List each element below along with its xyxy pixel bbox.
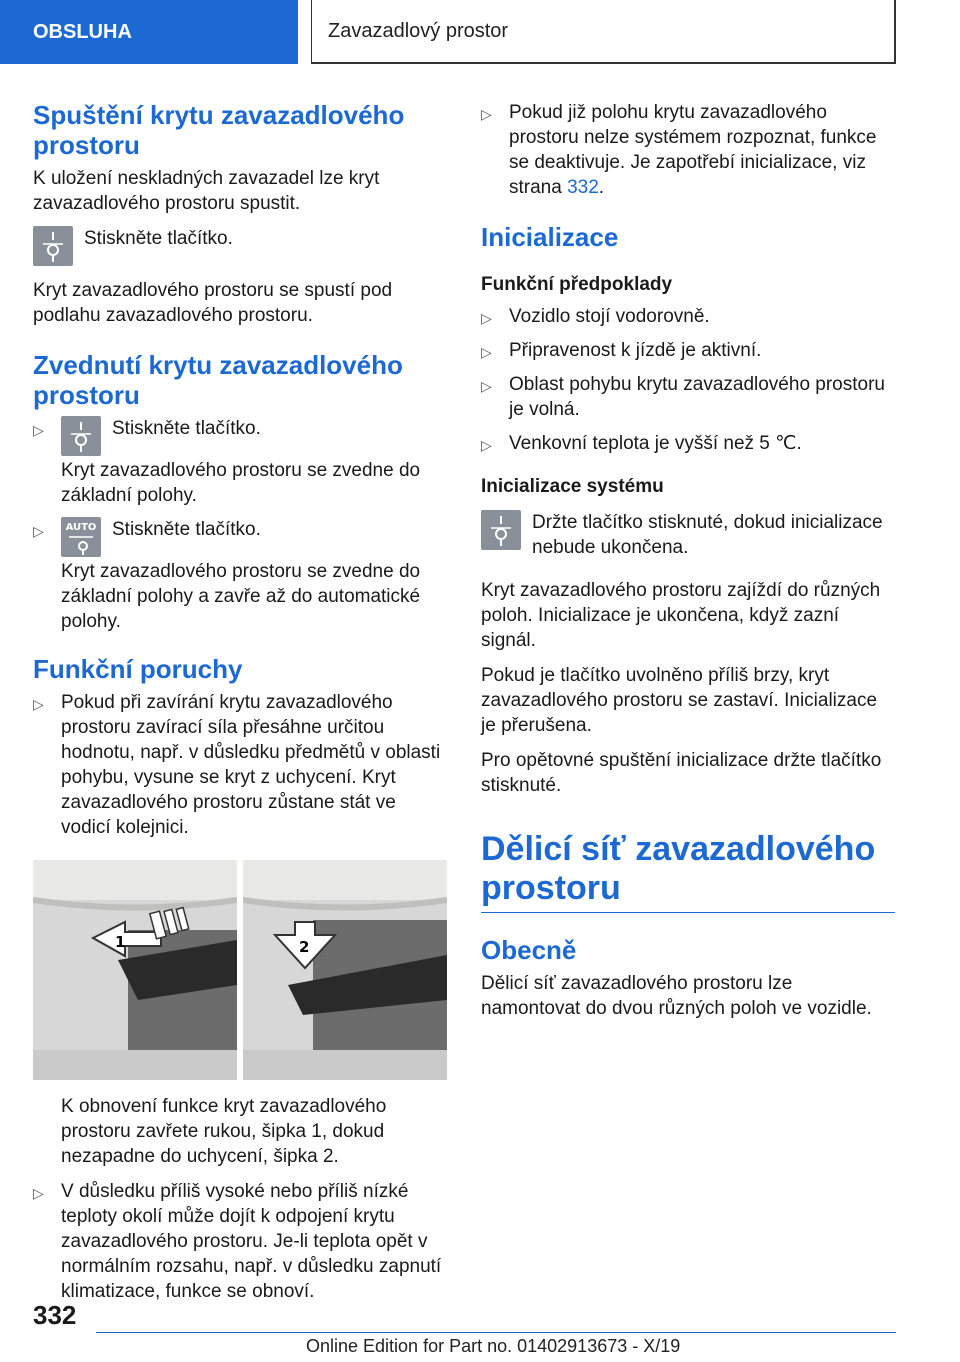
right-column xyxy=(481,100,895,1031)
init-paragraph-2: Pokud je tlačítko uvolněno příliš brzy, kryt zavazadlového prostoru se zastaví. Inicializace je přerušena. xyxy=(481,665,878,736)
prerequisites-list xyxy=(481,304,895,456)
list-item: ▷ Připravenost k jízdě je aktivní. xyxy=(481,338,895,363)
list-item: ▷ Venkovní teplota je vyšší než 5 ℃. xyxy=(481,431,895,456)
triangle-bullet-icon: ▷ xyxy=(481,310,492,326)
section-title-general: Obecně xyxy=(481,935,577,965)
malfunction-list-2 xyxy=(33,1179,447,1304)
photo-step-1 xyxy=(33,860,237,1080)
triangle-bullet-icon: ▷ xyxy=(33,1185,44,1201)
photo-step-2 xyxy=(243,860,447,1080)
chapter-title-net: Dělicí síť zavazadlového prostoru xyxy=(481,830,876,907)
section-title-malfunctions: Funkční poruchy xyxy=(33,654,243,684)
lower-cover-result: Kryt zavazadlového prostoru se spustí pod podlahu zavazadlového prostoru. xyxy=(33,280,393,326)
system-init-heading: Inicializace systému xyxy=(481,476,664,497)
footer-edition: Online Edition for Part no. 01402913673 - X/19 xyxy=(306,1336,681,1356)
list-item xyxy=(33,416,447,508)
raise-result-text: Kryt zavazadlového prostoru se zvedne do základní polohy. xyxy=(61,460,421,506)
cover-mount-photo xyxy=(33,860,447,1080)
header-title: Zavazadlový prostor xyxy=(328,19,509,42)
chapter-rule xyxy=(481,912,895,913)
trunk-cover-button-icon xyxy=(481,510,521,550)
list-item xyxy=(33,690,447,840)
section-title-initialization: Inicializace xyxy=(481,222,619,252)
malfunction-text-3: Pokud již polohu krytu zavazadlového prostoru nelze systémem rozpoznat, funkce se deaktivuje. Je zapotřebí inicializace, viz strana xyxy=(509,102,877,198)
page-link[interactable]: 332 xyxy=(567,177,599,198)
arrow-label-1: 1 xyxy=(115,933,126,951)
section-title-raise-cover: Zvednutí krytu zavazadlového prostoru xyxy=(33,350,403,410)
restore-function-text: K obnovení funkce kryt zavazadlového prostoru zavřete rukou, šipka 1, dokud nezapadne do uchycení, šipka 2. xyxy=(61,1096,387,1167)
trunk-cover-auto-button-icon xyxy=(61,517,101,557)
raise-cover-list xyxy=(33,416,447,634)
left-column xyxy=(33,100,447,1316)
raise-auto-result-text: Kryt zavazadlového prostoru se zvedne do základní polohy a zavře až do automatické polohy. xyxy=(61,561,421,632)
trunk-cover-button-icon xyxy=(61,416,101,456)
triangle-bullet-icon: ▷ xyxy=(33,422,44,438)
header-title-box xyxy=(311,0,896,64)
list-item: ▷ Vozidlo stojí vodorovně. xyxy=(481,304,895,329)
list-item xyxy=(33,517,447,634)
lower-cover-step-text: Stiskněte tlačítko. xyxy=(84,228,233,249)
system-init-step-text: Držte tlačítko stisknuté, dokud inicializace nebude ukončena. xyxy=(532,512,883,558)
triangle-bullet-icon: ▷ xyxy=(481,378,492,394)
prerequisites-heading: Funkční předpoklady xyxy=(481,274,673,295)
page-number: 332 xyxy=(33,1300,77,1330)
malfunction-text-1: Pokud při zavírání krytu zavazadlového prostoru zavírací síla přesáhne určitou hodnotu, např. v důsledku předmětů v oblasti pohybu, vysune se kryt z uchycení. Kryt zavazadlového prostoru zůstane stát ve vodicí kolejnici. xyxy=(61,692,441,838)
section-title-lower-cover: Spuštění krytu zavazadlového prostoru xyxy=(33,100,405,160)
lower-cover-intro: K uložení neskladných zavazadel lze kryt zavazadlového prostoru spustit. xyxy=(33,168,380,214)
init-paragraph-3: Pro opětovné spuštění inicializace držte tlačítko stisknuté. xyxy=(481,750,882,796)
triangle-bullet-icon: ▷ xyxy=(481,437,492,453)
triangle-bullet-icon: ▷ xyxy=(481,344,492,360)
malfunction-list-1 xyxy=(33,690,447,840)
arrow-label-2: 2 xyxy=(299,938,310,956)
system-init-step xyxy=(481,510,895,560)
triangle-bullet-icon: ▷ xyxy=(33,696,44,712)
svg-text:AUTO: AUTO xyxy=(65,522,97,533)
header-section-label: OBSLUHA xyxy=(33,20,132,43)
list-item: ▷ Oblast pohybu krytu zavazadlového prostoru je volná. xyxy=(481,374,885,420)
header-section-tab xyxy=(0,0,298,64)
trunk-cover-button-icon xyxy=(33,226,73,266)
malfunction-text-2: V důsledku příliš vysoké nebo příliš nízké teploty okolí může dojít k odpojení krytu zavazadlového prostoru. Je-li teplota opět v normálním rozsahu, např. v důsledku zapnutí klimatizace, funkce se obnoví. xyxy=(61,1181,442,1302)
list-item xyxy=(33,1179,447,1304)
malfunction-list-3 xyxy=(481,100,895,200)
init-paragraph-1: Kryt zavazadlového prostoru zajíždí do různých poloh. Inicializace je ukončena, když zazní signál. xyxy=(481,580,881,651)
general-text: Dělicí síť zavazadlového prostoru lze namontovat do dvou různých poloh ve vozidle. xyxy=(481,973,872,1019)
list-item: ▷ Pokud již polohu krytu zavazadlového prostoru nelze systémem rozpoznat, funkce se deaktivuje. Je zapotřebí inicializace, viz strana 332. xyxy=(481,102,877,198)
raise-step-text: Stiskněte tlačítko. xyxy=(112,418,261,439)
triangle-bullet-icon: ▷ xyxy=(33,523,44,539)
footer-rule xyxy=(96,1332,896,1333)
raise-auto-step-text: Stiskněte tlačítko. xyxy=(112,519,261,540)
triangle-bullet-icon: ▷ xyxy=(481,106,492,122)
lower-cover-step xyxy=(33,226,447,266)
